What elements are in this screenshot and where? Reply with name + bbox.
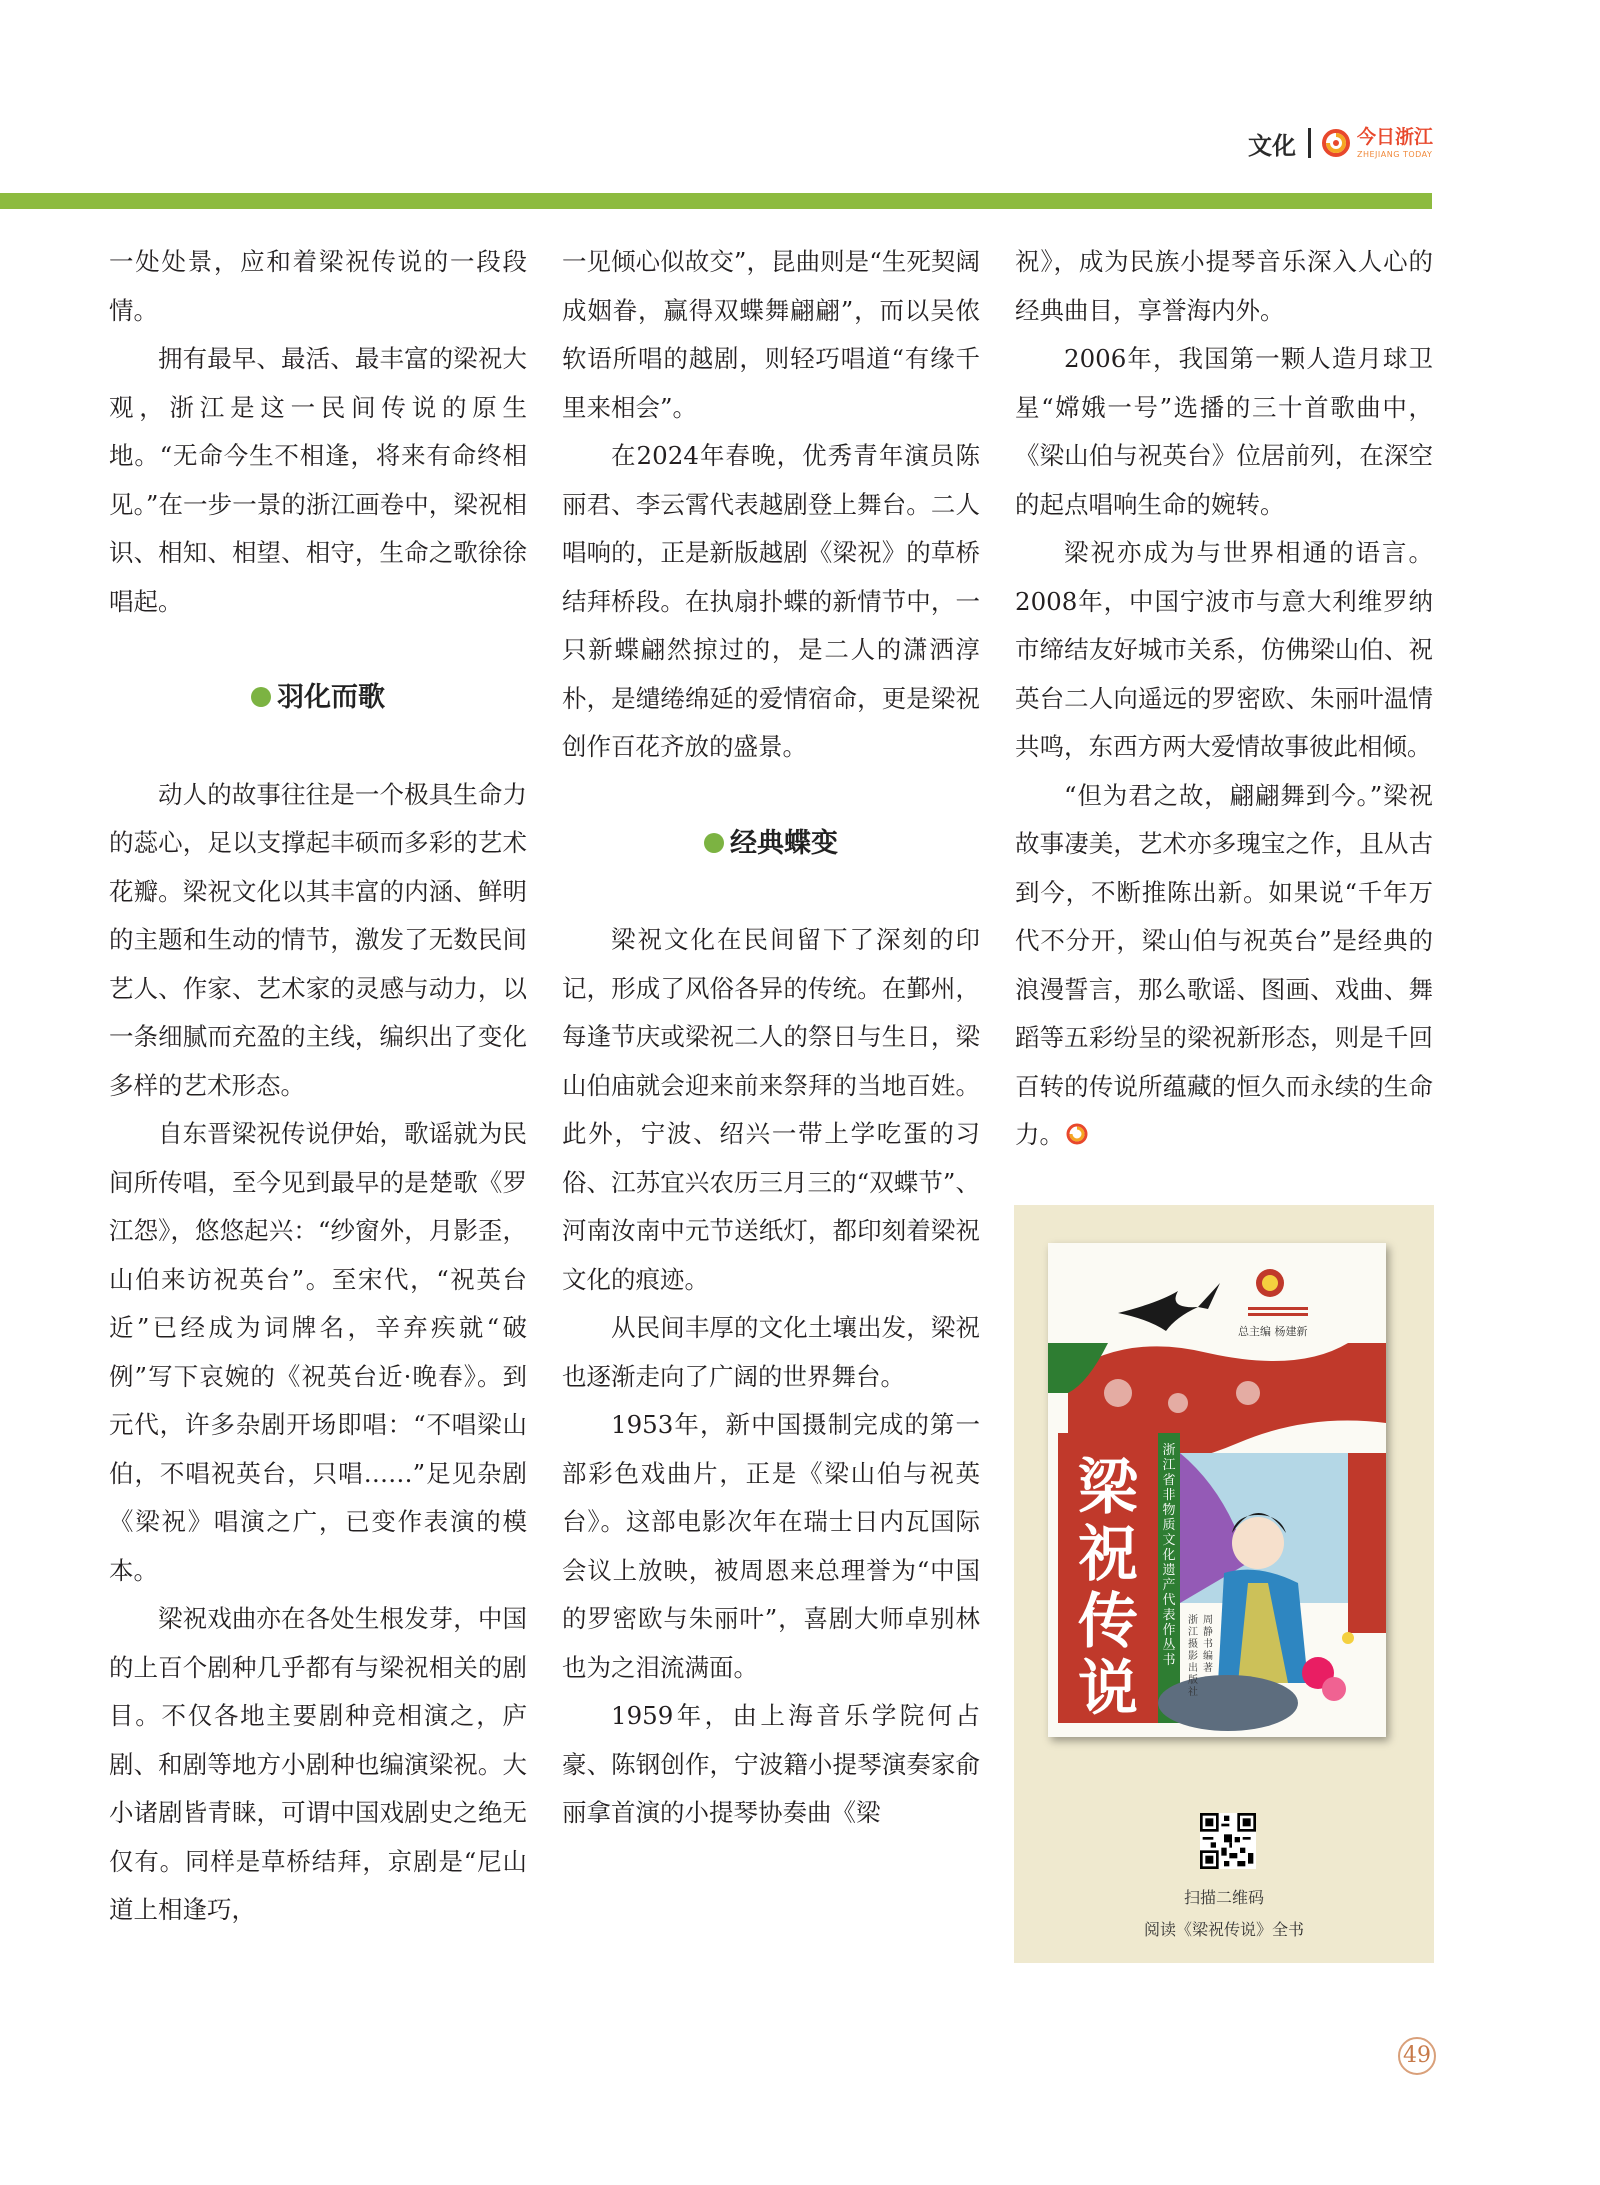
article-column-1	[109, 238, 527, 1935]
book-title-char: 说	[1078, 1654, 1138, 1724]
qr-code-icon[interactable]	[1200, 1813, 1256, 1869]
magazine-logo	[1321, 125, 1434, 159]
logo-swirl-icon	[1321, 128, 1351, 158]
page-number: 49	[1398, 2037, 1436, 2075]
paragraph: 拥有最早、最活、最丰富的梁祝大观，浙江是这一民间传说的原生地。“无命今生不相逢，将来有命终相见。”在一步一景的浙江画卷中，梁祝相识、相知、相望、相守，生命之歌徐徐唱起。	[109, 344, 527, 616]
book-cover-art	[1048, 1243, 1386, 1737]
article-column-2	[562, 238, 980, 1838]
book-title-char: 梁	[1078, 1453, 1138, 1523]
paragraph: 一处处景，应和着梁祝传说的一段段情。	[109, 247, 527, 325]
book-title-char: 祝	[1078, 1520, 1138, 1590]
section-heading: 经典蝶变	[562, 820, 980, 869]
paragraph: 2006年，我国第一颗人造月球卫星“嫦娥一号”选播的三十首歌曲中，《梁山伯与祝英台》位居前列，在深空的起点唱响生命的婉转。	[1015, 344, 1433, 519]
paragraph: 祝》，成为民族小提琴音乐深入人心的经典曲目，享誉海内外。	[1015, 247, 1433, 325]
green-dot-icon	[251, 687, 271, 707]
paragraph: “但为君之故，翩翩舞到今。”梁祝故事凄美，艺术亦多瑰宝之作，且从古到今，不断推陈出新。如果说“千年万代不分开，梁山伯与祝英台”是经典的浪漫誓言，那么歌谣、图画、戏曲、舞蹈等五彩纷呈的梁祝新形态，则是千回百转的传说所蕴藏的恒久而永续的生命力。	[1015, 780, 1433, 1149]
green-dot-icon	[704, 833, 724, 853]
logo-english-text: ZHEJIANG TODAY	[1357, 149, 1433, 159]
paragraph: 1959年，由上海音乐学院何占豪、陈钢创作，宁波籍小提琴演奏家俞丽拿首演的小提琴协奏曲《梁	[562, 1701, 980, 1827]
book-series: 浙江省非物质文化遗产代表作丛书	[1162, 1443, 1176, 1668]
book-publisher: 浙江摄影出版社	[1188, 1615, 1198, 1698]
paragraph: 在2024年春晚，优秀青年演员陈丽君、李云霄代表越剧登上舞台。二人唱响的，正是新版越剧《梁祝》的草桥结拜桥段。在执扇扑蝶的新情节中，一只新蝶翩然掠过的，是二人的潇洒淳朴，是缱绻绵延的爱情宿命，更是梁祝创作百花齐放的盛景。	[562, 441, 980, 761]
book-promo-panel	[1014, 1205, 1434, 1963]
page-header	[1248, 118, 1433, 168]
paragraph: 梁祝亦成为与世界相通的语言。2008年，中国宁波市与意大利维罗纳市缔结友好城市关系，仿佛梁山伯、祝英台二人向遥远的罗密欧、朱丽叶温情共鸣，东西方两大爱情故事彼此相倾。	[1015, 538, 1433, 761]
book-editor: 总主编 杨建新	[1238, 1325, 1308, 1338]
paragraph: 梁祝文化在民间留下了深刻的印记，形成了风俗各异的传统。在鄞州，每逢节庆或梁祝二人的祭日与生日，梁山伯庙就会迎来前来祭拜的当地百姓。此外，宁波、绍兴一带上学吃蛋的习俗、江苏宜兴农历三月三的“双蝶节”、河南汝南中元节送纸灯，都印刻着梁祝文化的痕迹。	[562, 925, 980, 1294]
end-mark-icon	[1066, 1123, 1088, 1145]
qr-caption-line-1: 扫描二维码	[1183, 1888, 1264, 1907]
book-author: 周静书 编著	[1203, 1615, 1213, 1674]
book-cover-image[interactable]	[1048, 1243, 1386, 1737]
section-label: 文化	[1248, 131, 1296, 160]
logo-chinese-text: 今日浙江	[1357, 125, 1434, 148]
book-title-char: 传	[1078, 1587, 1138, 1657]
section-heading: 羽化而歌	[109, 674, 527, 723]
header-green-bar	[0, 193, 1432, 209]
paragraph: 动人的故事往往是一个极具生命力的蕊心，足以支撑起丰硕而多彩的艺术花瓣。梁祝文化以其丰富的内涵、鲜明的主题和生动的情节，激发了无数民间艺人、作家、艺术家的灵感与动力，以一条细腻而充盈的主线，编织出了变化多样的艺术形态。	[109, 779, 527, 1100]
paragraph: 从民间丰厚的文化土壤出发，梁祝也逐渐走向了广阔的世界舞台。	[562, 1313, 980, 1391]
qr-caption-line-2: 阅读《梁祝传说》全书	[1143, 1920, 1304, 1939]
paragraph: 1953年，新中国摄制完成的第一部彩色戏曲片，正是《梁山伯与祝英台》。这部电影次年在瑞士日内瓦国际会议上放映，被周恩来总理誉为“中国的罗密欧与朱丽叶”，喜剧大师卓别林也为之泪流满面。	[562, 1410, 980, 1682]
paragraph: 一见倾心似故交”，昆曲则是“生死契阔成姻眷，赢得双蝶舞翩翩”，而以吴侬软语所唱的越剧，则轻巧唱道“有缘千里来相会”。	[562, 247, 980, 422]
article-column-3	[1015, 238, 1433, 1160]
header-separator	[1308, 128, 1311, 158]
paragraph: 自东晋梁祝传说伊始，歌谣就为民间所传唱，至今见到最早的是楚歌《罗江怨》，悠悠起兴：“纱窗外，月影歪，山伯来访祝英台”。至宋代，“祝英台近”已经成为词牌名，辛弃疾就“破例”写下哀婉的《祝英台近·晚春》。到元代，许多杂剧开场即唱：“不唱梁山伯，不唱祝英台，只唱……”足见杂剧《梁祝》唱演之广，已变作表演的模本。	[109, 1119, 527, 1585]
paragraph: 梁祝戏曲亦在各处生根发芽，中国的上百个剧种几乎都有与梁祝相关的剧目。不仅各地主要剧种竞相演之，庐剧、和剧等地方小剧种也编演梁祝。大小诸剧皆青睐，可谓中国戏剧史之绝无仅有。同样是草桥结拜，京剧是“尼山道上相逢巧，	[109, 1604, 527, 1924]
